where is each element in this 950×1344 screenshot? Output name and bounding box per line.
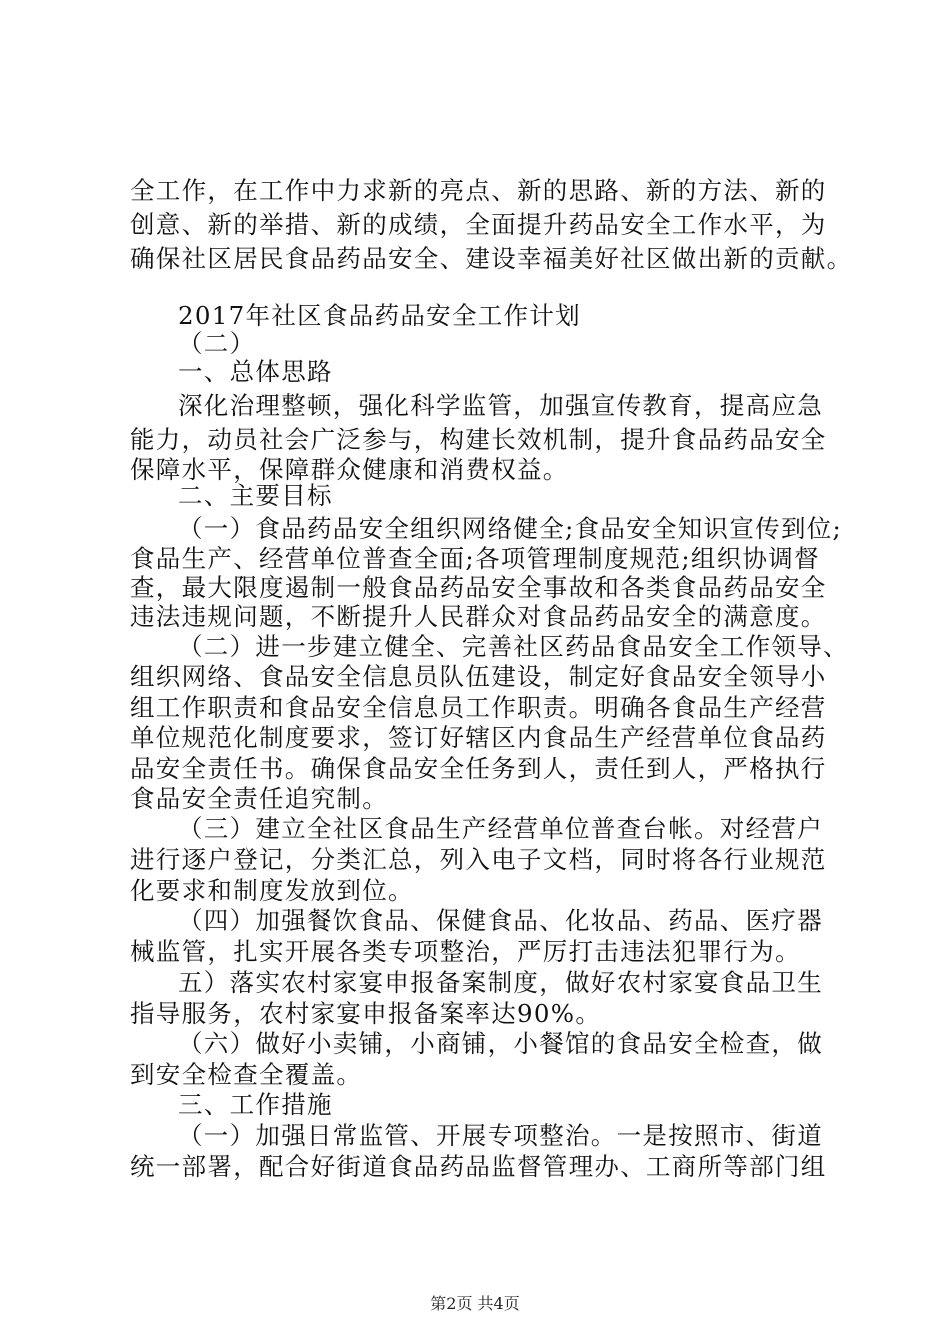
paragraph-line: （一）加强日常监管、开展专项整治。一是按照市、街道: [178, 1121, 823, 1150]
paragraph-line: 深化治理整顿，强化科学监管，加强宣传教育，提高应急: [178, 391, 823, 420]
paragraph-line: 组织网络、食品安全信息员队伍建设，制定好食品安全领导小: [130, 662, 827, 691]
paragraph-line: 创意、新的举措、新的成绩，全面提升药品安全工作水平，为: [130, 210, 827, 239]
paragraph-line: 五）落实农村家宴申报备案制度，做好农村家宴食品卫生: [178, 968, 823, 997]
paragraph-line: 确保社区居民食品药品安全、建设幸福美好社区做出新的贡献。: [130, 244, 853, 273]
paragraph-line: 食品生产、经营单位普查全面;各项管理制度规范;组织协调督: [130, 544, 820, 573]
paragraph-line: 单位规范化制度要求，签订好辖区内食品生产经营单位食品药: [130, 723, 827, 752]
section-heading: 一、总体思路: [178, 357, 333, 386]
paragraph-line: 到安全检查全覆盖。: [130, 1060, 363, 1089]
paragraph-line: 化要求和制度发放到位。: [130, 876, 414, 905]
paragraph-line: 进行逐户登记，分类汇总，列入电子文档，同时将各行业规范: [130, 845, 827, 874]
paragraph-line: （一）食品药品安全组织网络健全;食品安全知识宣传到位;: [178, 514, 843, 543]
section-heading: 二、主要目标: [178, 481, 333, 510]
paragraph-line: （三）建立全社区食品生产经营单位普查台帐。对经营户: [178, 814, 823, 843]
paragraph-line: 违法违规问题，不断提升人民群众对食品药品安全的满意度。: [130, 602, 827, 631]
paragraph-line: （六）做好小卖铺，小商铺，小餐馆的食品安全检查，做: [178, 1029, 823, 1058]
paragraph-line: 组工作职责和食品安全信息员工作职责。明确各食品生产经营: [130, 693, 827, 722]
section-heading: 三、工作措施: [178, 1090, 333, 1119]
paragraph-line: 统一部署，配合好街道食品药品监督管理办、工商所等部门组: [130, 1152, 827, 1181]
paragraph-line: （四）加强餐饮食品、保健食品、化妆品、药品、医疗器: [178, 906, 823, 935]
document-title: 2017年社区食品药品安全工作计划: [178, 301, 581, 330]
paragraph-line: 查，最大限度遏制一般食品药品安全事故和各类食品药品安全: [130, 573, 827, 602]
paragraph-line: 能力，动员社会广泛参与，构建长效机制，提升食品药品安全: [130, 425, 827, 454]
paragraph-line: 食品安全责任追究制。: [130, 784, 388, 813]
page-footer: 第2页 共4页: [430, 1294, 520, 1313]
paragraph-line: 保障水平，保障群众健康和消费权益。: [130, 455, 569, 484]
paragraph-line: 械监管，扎实开展各类专项整治，严厉打击违法犯罪行为。: [130, 937, 801, 966]
paragraph-line: （二）进一步建立健全、完善社区药品食品安全工作领导、: [178, 632, 849, 661]
paragraph-line: 全工作，在工作中力求新的亮点、新的思路、新的方法、新的: [130, 176, 827, 205]
paragraph-line: 指导服务，农村家宴申报备案率达90%。: [130, 999, 602, 1028]
document-subtitle: （二）: [178, 329, 256, 358]
paragraph-line: 品安全责任书。确保食品安全任务到人，责任到人，严格执行: [130, 754, 827, 783]
